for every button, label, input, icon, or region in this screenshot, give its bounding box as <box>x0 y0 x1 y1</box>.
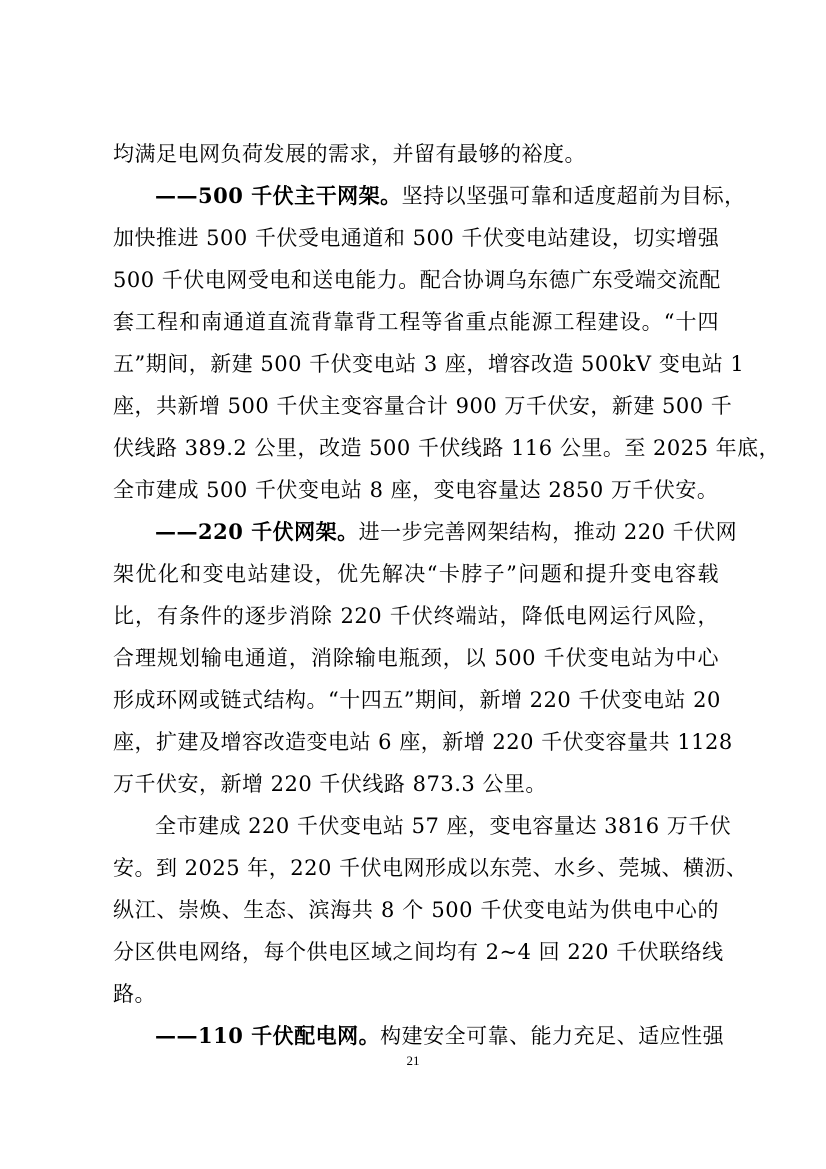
text-line-17: 全市建成 220 千伏变电站 57 座，变电容量达 3816 万千伏 <box>155 814 732 838</box>
section-heading-220kv: ——220 千伏网架。 <box>155 519 359 544</box>
page-number: 21 <box>406 1053 420 1068</box>
text-line-1: 均满足电网负荷发展的需求，并留有最够的裕度。 <box>113 142 586 166</box>
text-line-9: 全市建成 500 千伏变电站 8 座，变电容量达 2850 万千伏安。 <box>113 478 719 502</box>
text-line-14: 形成环网或链式结构。“十四五”期间，新增 220 千伏变电站 20 <box>113 688 721 712</box>
section-heading-500kv: ——500 千伏主干网架。 <box>155 183 402 208</box>
text-line-12: 比，有条件的逐步消除 220 千伏终端站，降低电网运行风险， <box>113 604 719 628</box>
text-line-5: 套工程和南通道直流背靠背工程等省重点能源工程建设。“十四 <box>113 310 719 334</box>
section-heading-110kv: ——110 千伏配电网。 <box>155 1023 381 1048</box>
text-line-22 <box>155 1014 725 1058</box>
text-line-16: 万千伏安，新增 220 千伏线路 873.3 公里。 <box>113 772 547 796</box>
text-line-21: 路。 <box>113 982 156 1006</box>
text-line-2 <box>155 174 746 218</box>
text-line-7: 座，共新增 500 千伏主变容量合计 900 万千伏安，新建 500 千 <box>113 394 733 418</box>
text-line-19: 纵江、崇焕、生态、滨海共 8 个 500 千伏变电站为供电中心的 <box>113 898 719 922</box>
text-line-4: 500 千伏电网受电和送电能力。配合协调乌东德广东受端交流配 <box>113 268 721 292</box>
text-line-10 <box>155 510 738 554</box>
text-line-18: 安。到 2025 年，220 千伏电网形成以东莞、水乡、莞城、横沥、 <box>113 856 748 880</box>
text-line-22-body: 构建安全可靠、能力充足、适应性强 <box>380 1024 725 1048</box>
text-line-11: 架优化和变电站建设，优先解决“卡脖子”问题和提升变电容载 <box>113 562 719 586</box>
text-line-13: 合理规划输电通道，消除输电瓶颈，以 500 千伏变电站为中心 <box>113 646 719 670</box>
text-line-15: 座，扩建及增容改造变电站 6 座，新增 220 千伏变容量共 1128 <box>113 730 733 754</box>
text-line-3: 加快推进 500 千伏受电通道和 500 千伏变电站建设，切实增强 <box>113 226 720 250</box>
text-line-2-body: 坚持以坚强可靠和适度超前为目标， <box>401 184 746 208</box>
text-line-6: 五”期间，新建 500 千伏变电站 3 座，增容改造 500kV 变电站 1 <box>113 352 745 376</box>
text-line-8: 伏线路 389.2 公里，改造 500 千伏线路 116 公里。至 2025 年底， <box>113 436 781 460</box>
text-line-20: 分区供电网络，每个供电区域之间均有 2~4 回 220 千伏联络线 <box>113 940 724 964</box>
text-line-10-body: 进一步完善网架结构，推动 220 千伏网 <box>358 520 738 544</box>
